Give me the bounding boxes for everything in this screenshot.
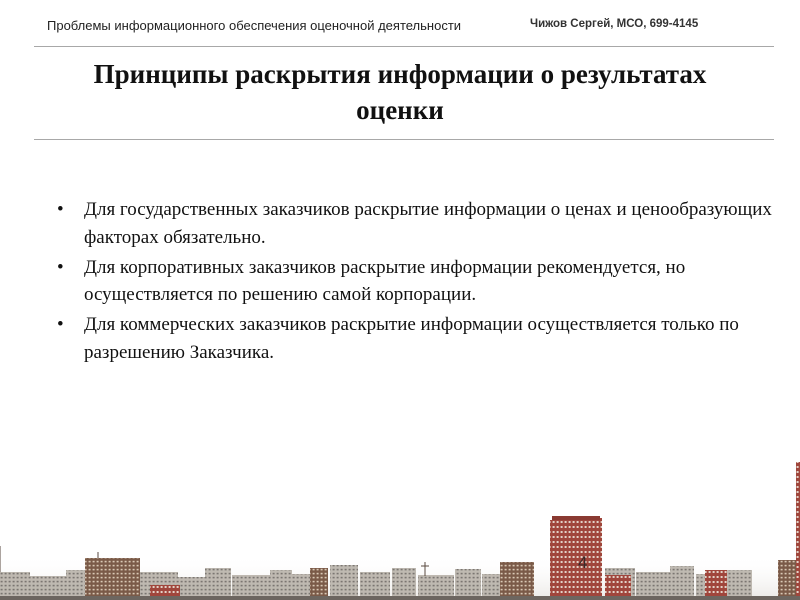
slide-title: Принципы раскрытия информации о результатах оценки	[93, 59, 707, 125]
bullet-text: Для корпоративных заказчиков раскрытие информации рекомендуется, но осуществляется по решению самой корпорации.	[84, 256, 686, 305]
bullet-dot-icon: •	[57, 314, 64, 335]
header-subject: Проблемы информационного обеспечения оценочной деятельности	[47, 18, 462, 33]
page-number: 4	[578, 553, 588, 572]
bullet-dot-icon: •	[57, 199, 64, 220]
bullet-dot-icon: •	[57, 256, 64, 278]
header-author: Чижов Сергей, МСО, 699-4145	[530, 18, 699, 30]
bullet-text: Для коммерческих заказчиков раскрытие информации осуществляется только по разрешению Заказчика.	[84, 314, 739, 363]
bullet-text: Для государственных заказчиков раскрытие информации о ценах и ценообразующих факторах обязательно.	[84, 199, 772, 248]
